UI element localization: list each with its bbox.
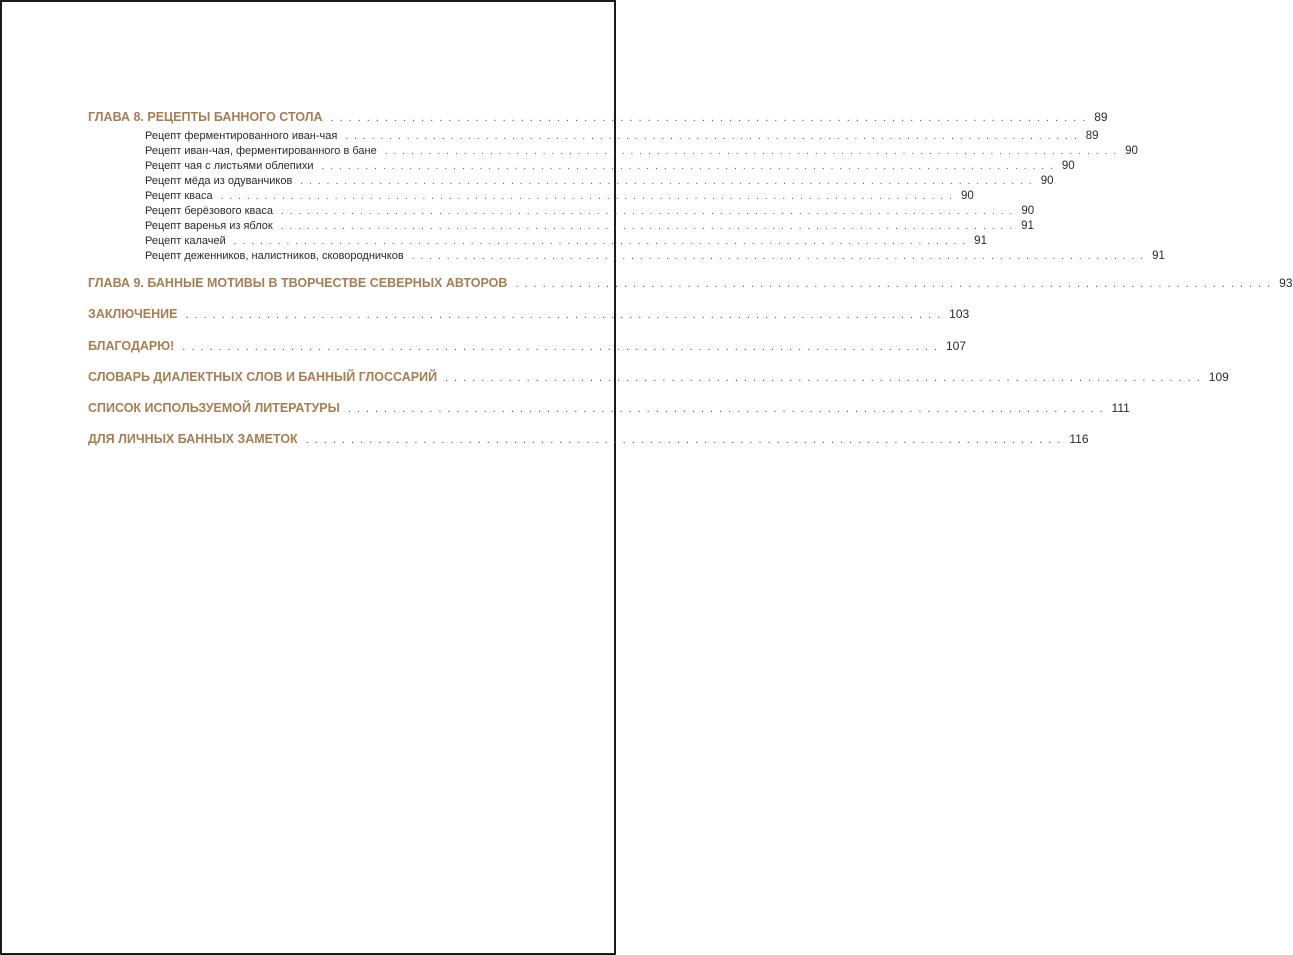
dot-leader: .................................................................................... xyxy=(347,403,1109,415)
toc-page-number: 111 xyxy=(1111,401,1130,415)
toc-glossary xyxy=(88,370,1229,384)
toc-chapter-title: ДЛЯ ЛИЧНЫХ БАННЫХ ЗАМЕТОК xyxy=(88,432,298,446)
toc-recipe-title: Рецепт кваса xyxy=(145,190,213,202)
toc-notes xyxy=(88,432,1089,446)
toc-chapter-title: ГЛАВА 9. БАННЫЕ МОТИВЫ В ТВОРЧЕСТВЕ СЕВЕРНЫХ АВТОРОВ xyxy=(88,276,508,290)
toc-chapter-title: СПИСОК ИСПОЛЬЗУЕМОЙ ЛИТЕРАТУРЫ xyxy=(88,401,340,415)
dot-leader: .................................................................................... xyxy=(280,221,1019,232)
toc-recipe xyxy=(145,235,987,247)
toc-recipe-title: Рецепт мёда из одуванчиков xyxy=(145,175,293,187)
dot-leader: .................................................................................... xyxy=(345,131,1083,142)
dot-leader: .................................................................................... xyxy=(182,341,943,353)
toc-page-number: 103 xyxy=(949,307,970,321)
toc-recipe xyxy=(145,130,1099,142)
toc-page-number: 91 xyxy=(974,235,987,247)
dot-leader: .................................................................................... xyxy=(300,176,1038,187)
toc-recipe-title: Рецепт деженников, налистников, сковородничков xyxy=(145,250,404,262)
dot-leader: .................................................................................... xyxy=(330,112,1092,124)
dot-leader: .................................................................................... xyxy=(515,278,1277,290)
toc-acknowledgements xyxy=(88,339,967,353)
toc-recipe-title: Рецепт берёзового кваса xyxy=(145,205,273,217)
toc-recipe xyxy=(145,175,1054,187)
dot-leader: .................................................................................... xyxy=(233,236,972,247)
toc-page-number: 91 xyxy=(1021,220,1034,232)
dot-leader: .................................................................................... xyxy=(280,206,1019,217)
dot-leader: .................................................................................... xyxy=(305,434,1067,446)
toc-recipe-title: Рецепт иван-чая, ферментированного в бане xyxy=(145,145,377,157)
dot-leader: .................................................................................... xyxy=(445,372,1206,384)
toc-page-number: 109 xyxy=(1208,370,1229,384)
toc-page-number: 90 xyxy=(1021,205,1035,217)
toc-page-number: 90 xyxy=(960,190,974,202)
toc-page-number: 107 xyxy=(946,339,967,353)
toc-page-number: 91 xyxy=(1152,250,1165,262)
toc-recipe xyxy=(145,160,1075,172)
toc-chapter-title: БЛАГОДАРЮ! xyxy=(88,339,175,353)
toc-chapter-9 xyxy=(88,276,1293,290)
dot-leader: .................................................................................... xyxy=(411,251,1150,262)
toc-chapter-title: ГЛАВА 8. РЕЦЕПТЫ БАННОГО СТОЛА xyxy=(88,110,323,124)
dot-leader: .................................................................................... xyxy=(321,161,1059,172)
dot-leader: .................................................................................... xyxy=(384,146,1123,157)
toc-recipe-title: Рецепт ферментированного иван-чая xyxy=(145,130,338,142)
toc-chapter-title: ЗАКЛЮЧЕНИЕ xyxy=(88,307,178,321)
dot-leader: .................................................................................... xyxy=(220,191,958,202)
toc-chapter-title: СЛОВАРЬ ДИАЛЕКТНЫХ СЛОВ И БАННЫЙ ГЛОССАРИЙ xyxy=(88,370,438,384)
toc-conclusion xyxy=(88,307,970,321)
toc-recipe xyxy=(145,145,1138,157)
toc-page-number: 89 xyxy=(1094,110,1108,124)
dot-leader: .................................................................................... xyxy=(185,309,947,321)
table-of-contents xyxy=(2,2,1293,953)
toc-recipe-title: Рецепт калачей xyxy=(145,235,226,247)
toc-page-number: 90 xyxy=(1061,160,1075,172)
toc-chapter-8 xyxy=(88,110,1108,124)
toc-page-number: 89 xyxy=(1085,130,1099,142)
toc-recipe-title: Рецепт чая с листьями облепихи xyxy=(145,160,314,172)
toc-page-number: 90 xyxy=(1040,175,1054,187)
toc-recipe-title: Рецепт варенья из яблок xyxy=(145,220,273,232)
toc-recipe xyxy=(145,250,1165,262)
toc-recipe xyxy=(145,220,1034,232)
toc-recipe xyxy=(145,205,1035,217)
toc-recipe xyxy=(145,190,974,202)
toc-references xyxy=(88,401,1130,415)
toc-page-number: 93 xyxy=(1279,276,1293,290)
toc-page-number: 90 xyxy=(1125,145,1138,157)
toc-page-number: 116 xyxy=(1069,432,1089,446)
